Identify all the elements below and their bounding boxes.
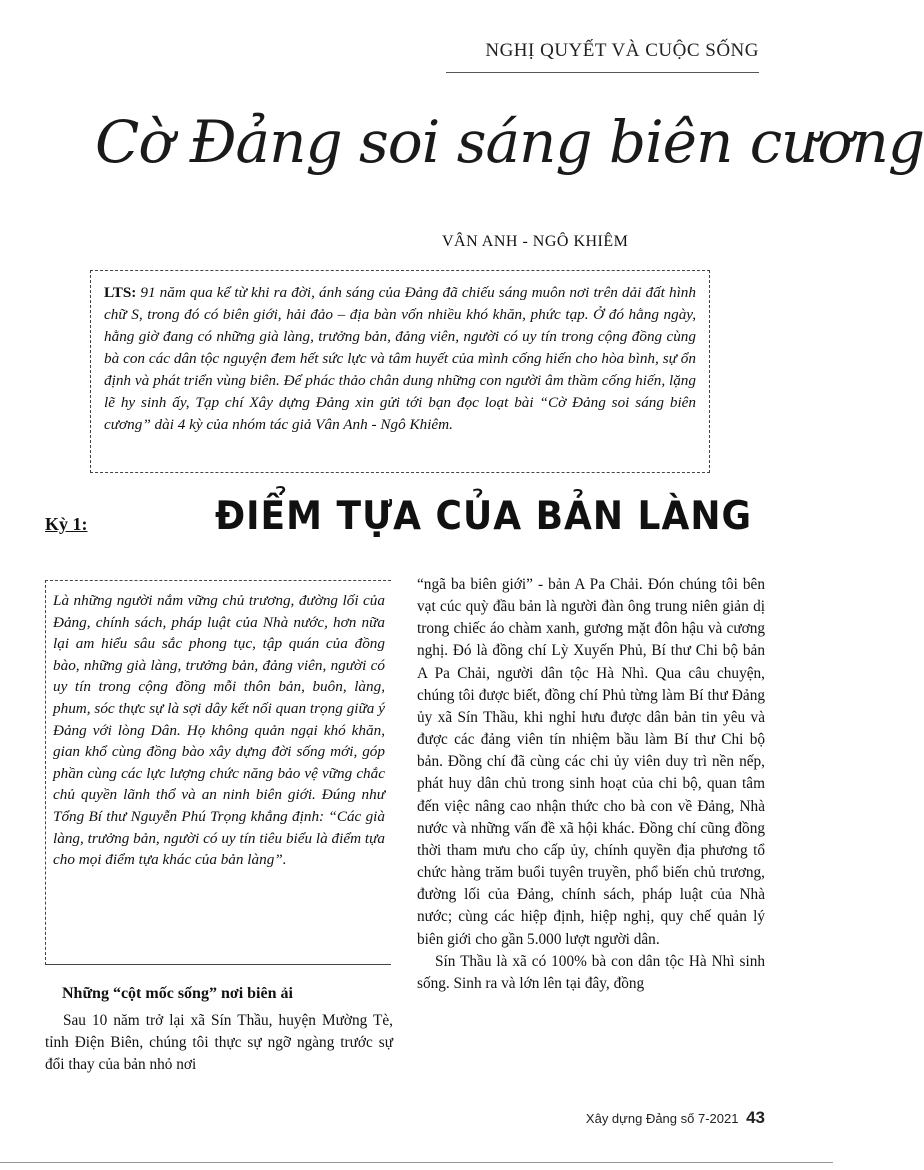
body-paragraph: “ngã ba biên giới” - bản A Pa Chải. Đón chúng tôi bên vạt cúc quỳ đầu bản là người đàn ông trung niên giản dị trong chiếc áo chàm xanh, gương mặt đôn hậu và cương nghị. Đó là đồng chí Lỳ Xuyến Phủ, Bí thư Chi bộ bản A Pa Chải, người dân tộc Hà Nhì. Qua câu chuyện, chúng tôi được biết, đồng chí Phủ từng làm Bí thư Đảng ủy xã Sín Thầu, khi nghỉ hưu được dân bản tin yêu và được các đảng viên tín nhiệm bầu làm Bí thư Chi bộ bản. Đồng chí đã cùng các chi ủy viên duy trì nền nếp, phát huy dân chủ trong sinh hoạt của chi bộ, quan tâm đến việc nâng cao nhận thức cho bà con về Đảng, Nhà nước và những vấn đề xã hội khác. Đồng chí cũng đồng thời tham mưu cho cấp ủy, chính quyền địa phương tổ chức hàng trăm buổi tuyên truyền, phổ biến chủ trương, đường lối của Đảng, chính sách, pháp luật của Nhà nước; cùng các hiệp định, hiệp nghị, quy chế quản lý biên giới cho gần 5.000 lượt người dân. (417, 576, 765, 948)
editor-note-text: 91 năm qua kể từ khi ra đời, ánh sáng của Đảng đã chiếu sáng muôn nơi trên dải đất hình chữ S, trong đó có biên giới, hải đảo – địa bàn vốn nhiều khó khăn, phức tạp. Ở đó hằng ngày, hằng giờ đang có những già làng, trưởng bản, đảng viên, người có uy tín trong cộng đồng cùng bà con các dân tộc nguyện đem hết sức lực và tâm huyết của mình cống hiến cho hòa bình, sự ổn định và phát triển vùng biên. Để phác thảo chân dung những con người âm thầm cống hiến, lặng lẽ hy sinh ấy, Tạp chí Xây dựng Đảng xin gửi tới bạn đọc loạt bài “Cờ Đảng soi sáng biên cương” dài 4 kỳ của nhóm tác giả Vân Anh - Ngô Khiêm. (104, 284, 696, 433)
part-title: ĐIỂM TỰA CỦA BẢN LÀNG (215, 494, 753, 540)
pull-quote: Là những người nắm vững chủ trương, đường lối của Đảng, chính sách, pháp luật của Nhà nước, hơn nữa lại am hiểu sâu sắc phong tục, tập quán của đồng bào, những già làng, trưởng bản, đảng viên, người có uy tín trong cộng đồng mỗi thôn bản, buôn, làng, phum, sóc thực sự là sợi dây kết nối quan trọng giữa ý Đảng với lòng Dân. Họ không quản ngại khó khăn, gian khổ cùng đồng bào xây dựng đời sống mới, góp phần cùng các lực lượng chức năng bảo vệ vững chắc chủ quyền lãnh thổ và an ninh biên giới. Đúng như Tổng Bí thư Nguyễn Phú Trọng khẳng định: “Các già làng, trưởng bản, người có uy tín tiêu biểu là điểm tựa cho mọi điểm tựa khác của bản làng”. (53, 592, 385, 869)
article-title: Cờ Đảng soi sáng biên cương (95, 108, 924, 176)
section-header: NGHỊ QUYẾT VÀ CUỘC SỐNG (485, 40, 759, 61)
page-number: 43 (746, 1108, 765, 1127)
right-column (417, 574, 765, 995)
article-authors: VÂN ANH - NGÔ KHIÊM (442, 233, 629, 250)
editor-note (104, 282, 696, 436)
part-label: Kỳ 1: (45, 514, 88, 534)
publication-name: Xây dựng Đảng số 7-2021 (585, 1111, 739, 1126)
body-paragraph: Sín Thầu là xã có 100% bà con dân tộc Hà Nhì sinh sống. Sinh ra và lớn lên tại đây, đồng (417, 952, 765, 992)
page-footer (586, 1108, 765, 1128)
editor-note-label: LTS: (104, 284, 137, 301)
header-divider (446, 72, 759, 73)
left-column (45, 1010, 393, 1076)
body-paragraph: Sau 10 năm trở lại xã Sín Thầu, huyện Mường Tè, tỉnh Điện Biên, chúng tôi thực sự ngỡ ngàng trước sự đổi thay của bản nhỏ nơi (45, 1012, 393, 1073)
bottom-divider (0, 1162, 833, 1163)
section-heading: Những “cột mốc sống” nơi biên ải (62, 985, 293, 1002)
